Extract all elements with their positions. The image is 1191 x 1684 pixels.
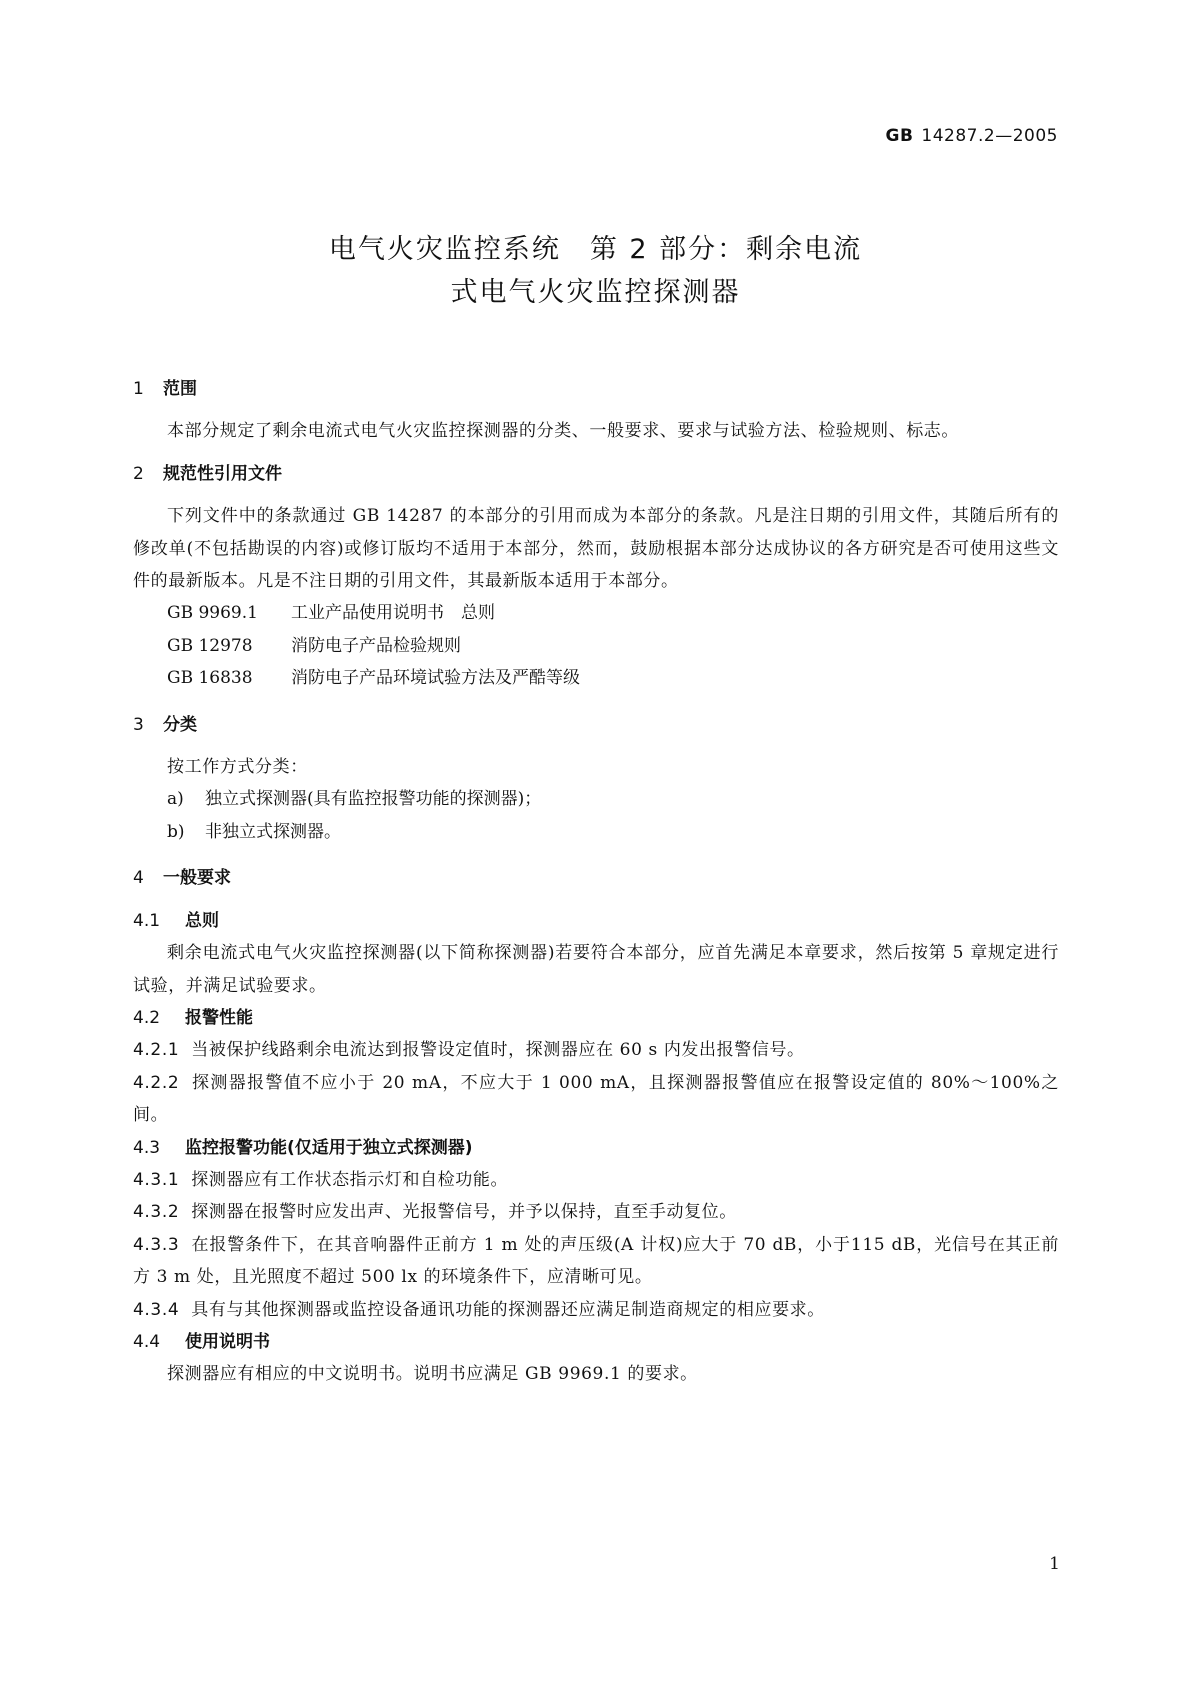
standard-code	[858, 126, 1058, 146]
section-number: 4	[133, 868, 144, 889]
clause-number: 4.3.4	[133, 1299, 180, 1320]
reference-code: GB 12978	[167, 635, 253, 656]
subsection-title: 使用说明书	[185, 1331, 270, 1352]
subsection-number: 4.4	[133, 1331, 161, 1352]
section-3-heading	[133, 709, 1059, 741]
section-title: 规范性引用文件	[163, 463, 282, 484]
clause-4-2-1	[133, 1034, 1059, 1066]
title-line-1: 电气火灾监控系统 第 2 部分：剩余电流	[328, 234, 863, 265]
section-number: 2	[133, 463, 144, 484]
subsection-4-4-paragraph: 探测器应有相应的中文说明书。说明书应满足 GB 9969.1 的要求。	[167, 1364, 698, 1385]
section-2-heading	[133, 458, 1059, 490]
title-line-2: 式电气火灾监控探测器	[450, 277, 741, 308]
list-text: 非独立式探测器。	[205, 821, 341, 842]
section-1-heading	[133, 373, 1059, 405]
section-4-heading	[133, 862, 1059, 894]
subsection-number: 4.3	[133, 1137, 161, 1158]
section-3-intro: 按工作方式分类：	[167, 757, 308, 778]
normative-reference	[133, 597, 1059, 629]
list-marker: b)	[167, 821, 185, 842]
clause-text: 探测器应有工作状态指示灯和自检功能。	[191, 1169, 509, 1190]
list-text: 独立式探测器(具有监控报警功能的探测器)；	[205, 789, 542, 810]
clause-number: 4.3.1	[133, 1169, 180, 1190]
reference-title: 消防电子产品环境试验方法及严酷等级	[291, 668, 580, 689]
subsection-4-3-heading	[133, 1132, 1059, 1164]
clause-text: 当被保护线路剩余电流达到报警设定值时，探测器应在 60 s 内发出报警信号。	[191, 1040, 805, 1061]
document-title	[0, 228, 1191, 314]
clause-4-3-2	[133, 1196, 1059, 1228]
clause-number: 4.2.2	[133, 1072, 180, 1093]
subsection-number: 4.1	[133, 910, 161, 931]
subsection-title: 监控报警功能(仅适用于独立式探测器)	[185, 1137, 473, 1158]
subsection-number: 4.2	[133, 1007, 161, 1028]
subsection-title: 总则	[185, 910, 219, 931]
subsection-4-2-heading	[133, 1002, 1059, 1034]
clause-4-2-2	[133, 1067, 1059, 1132]
clause-4-3-4	[133, 1294, 1059, 1326]
clause-number: 4.2.1	[133, 1040, 180, 1061]
page-number: 1	[1049, 1554, 1060, 1574]
document-body	[133, 367, 1059, 1391]
reference-title: 消防电子产品检验规则	[291, 635, 461, 656]
clause-text: 具有与其他探测器或监控设备通讯功能的探测器还应满足制造商规定的相应要求。	[191, 1299, 825, 1320]
clause-text: 在报警条件下，在其音响器件正前方 1 m 处的声压级(A 计权)应大于 70 dB，小于115 dB，光信号在其正前方 3 m 处，且光照度不超过 500 lx 的环境条件下，应清晰可见。	[133, 1234, 1059, 1288]
section-1-paragraph: 本部分规定了剩余电流式电气火灾监控探测器的分类、一般要求、要求与试验方法、检验规则、标志。	[167, 421, 959, 442]
section-title: 分类	[163, 714, 197, 735]
clause-number: 4.3.3	[133, 1234, 180, 1255]
reference-title: 工业产品使用说明书 总则	[291, 603, 495, 624]
clause-4-3-1	[133, 1164, 1059, 1196]
clause-number: 4.3.2	[133, 1202, 180, 1223]
section-number: 3	[133, 714, 144, 735]
subsection-4-1-paragraph: 剩余电流式电气火灾监控探测器(以下简称探测器)若要符合本部分，应首先满足本章要求，然后按第 5 章规定进行试验，并满足试验要求。	[133, 943, 1059, 996]
standard-number: 14287.2—2005	[921, 126, 1058, 146]
normative-reference	[133, 662, 1059, 694]
subsection-4-4-heading	[133, 1326, 1059, 1358]
reference-code: GB 16838	[167, 668, 253, 689]
reference-code: GB 9969.1	[167, 603, 258, 624]
list-marker: a)	[167, 789, 184, 810]
section-title: 范围	[163, 379, 197, 399]
clause-text: 探测器在报警时应发出声、光报警信号，并予以保持，直至手动复位。	[191, 1202, 737, 1223]
list-item	[133, 783, 1059, 815]
section-2-paragraph: 下列文件中的条款通过 GB 14287 的本部分的引用而成为本部分的条款。凡是注日期的引用文件，其随后所有的修改单(不包括勘误的内容)或修订版均不适用于本部分，然而，鼓励根据本部分达成协议的各方研究是否可使用这些文件的最新版本。凡是不注日期的引用文件，其最新版本适用于本部分。	[133, 506, 1059, 592]
section-title: 一般要求	[163, 868, 231, 889]
normative-reference	[133, 630, 1059, 662]
standard-prefix: GB	[885, 126, 914, 146]
subsection-title: 报警性能	[185, 1007, 253, 1028]
subsection-4-1-heading	[133, 905, 1059, 937]
section-number: 1	[133, 379, 144, 399]
list-item	[133, 816, 1059, 848]
clause-4-3-3	[133, 1229, 1059, 1294]
clause-text: 探测器报警值不应小于 20 mA，不应大于 1 000 mA，且探测器报警值应在报警设定值的 80%～100%之间。	[133, 1072, 1059, 1126]
